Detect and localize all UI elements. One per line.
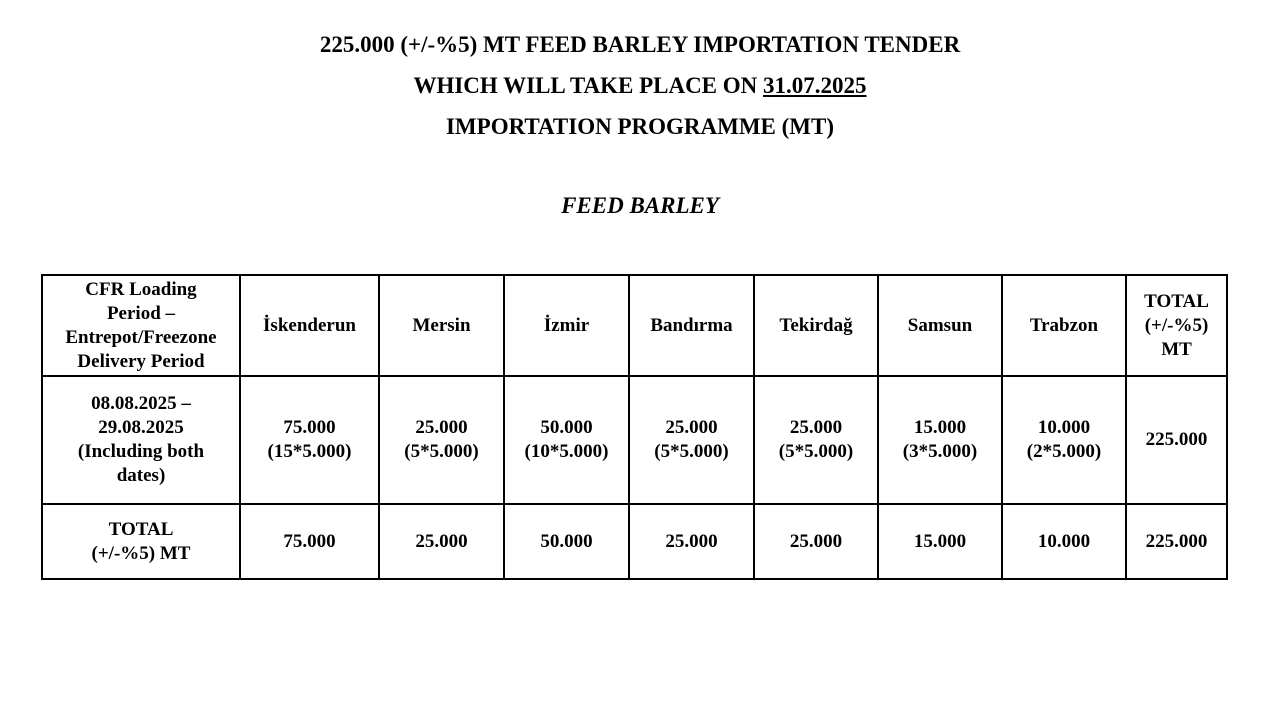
allocation-cell-tekirdag xyxy=(754,376,878,504)
port-header-izmir: İzmir xyxy=(504,275,629,376)
allocation-lots: (2*5.000) xyxy=(1026,441,1102,462)
allocation-lots: (15*5.000) xyxy=(267,441,352,462)
allocation-amount: 25.000 xyxy=(415,417,468,438)
delivery-total-cell: 225.000 xyxy=(1126,376,1227,504)
grand-total-cell: 225.000 xyxy=(1126,504,1227,579)
table-header-row xyxy=(42,275,1227,376)
total-header-line: MT xyxy=(1161,338,1192,360)
allocation-amount: 25.000 xyxy=(789,417,843,438)
allocation-cell-trabzon xyxy=(1002,376,1126,504)
allocation-amount: 15.000 xyxy=(913,417,967,438)
delivery-period-line: (Including both xyxy=(77,441,205,462)
allocation-cell-mersin xyxy=(379,376,504,504)
document-title: 225.000 (+/-%5) MT FEED BARLEY IMPORTATION TENDER xyxy=(319,32,961,57)
port-header-mersin: Mersin xyxy=(379,275,504,376)
total-cell-samsun: 15.000 xyxy=(878,504,1002,579)
allocation-lots: (5*5.000) xyxy=(654,441,729,462)
total-row xyxy=(42,504,1227,579)
period-header-line: CFR Loading xyxy=(85,278,197,300)
delivery-period-line: 29.08.2025 xyxy=(98,417,184,438)
period-header-cell xyxy=(42,275,240,376)
total-cell-iskenderun: 75.000 xyxy=(240,504,379,579)
delivery-period-cell xyxy=(42,376,240,504)
delivery-period-row xyxy=(42,376,1227,504)
delivery-period-line: 08.08.2025 – xyxy=(91,393,191,414)
importation-programme-table xyxy=(41,274,1228,580)
allocation-amount: 10.000 xyxy=(1037,417,1091,438)
allocation-cell-iskenderun xyxy=(240,376,379,504)
port-header-bandirma: Bandırma xyxy=(629,275,754,376)
allocation-amount: 25.000 xyxy=(665,417,718,438)
allocation-lots: (5*5.000) xyxy=(778,441,854,462)
tender-date: 31.07.2025 xyxy=(763,73,867,98)
section-heading: FEED BARLEY xyxy=(561,193,719,218)
allocation-amount: 50.000 xyxy=(540,417,593,438)
total-cell-trabzon: 10.000 xyxy=(1002,504,1126,579)
allocation-cell-izmir xyxy=(504,376,629,504)
allocation-cell-samsun xyxy=(878,376,1002,504)
port-header-trabzon: Trabzon xyxy=(1002,275,1126,376)
total-header-line: (+/-%5) xyxy=(1144,314,1209,336)
programme-title: IMPORTATION PROGRAMME (MT) xyxy=(445,114,834,139)
total-label-line: (+/-%5) MT xyxy=(91,542,191,564)
allocation-cell-bandirma xyxy=(629,376,754,504)
total-cell-mersin: 25.000 xyxy=(379,504,504,579)
port-header-iskenderun: İskenderun xyxy=(240,275,379,376)
total-cell-izmir: 50.000 xyxy=(504,504,629,579)
delivery-period-line: dates) xyxy=(116,465,166,486)
allocation-lots: (5*5.000) xyxy=(404,441,479,462)
tender-date-line xyxy=(0,72,1280,100)
allocation-amount: 75.000 xyxy=(283,417,336,438)
period-header-line: Period – xyxy=(106,302,176,324)
total-cell-bandirma: 25.000 xyxy=(629,504,754,579)
tender-date-prefix: WHICH WILL TAKE PLACE ON xyxy=(413,73,764,98)
port-header-tekirdag: Tekirdağ xyxy=(754,275,878,376)
total-header-line: TOTAL xyxy=(1144,290,1209,312)
period-header-line: Entrepot/Freezone xyxy=(65,326,217,348)
total-cell-tekirdag: 25.000 xyxy=(754,504,878,579)
total-label-line: TOTAL xyxy=(108,518,174,540)
total-label-cell xyxy=(42,504,240,579)
period-header-line: Delivery Period xyxy=(77,350,205,372)
port-header-samsun: Samsun xyxy=(878,275,1002,376)
allocation-lots: (10*5.000) xyxy=(524,441,609,462)
total-header-cell xyxy=(1126,275,1227,376)
allocation-lots: (3*5.000) xyxy=(902,441,978,462)
